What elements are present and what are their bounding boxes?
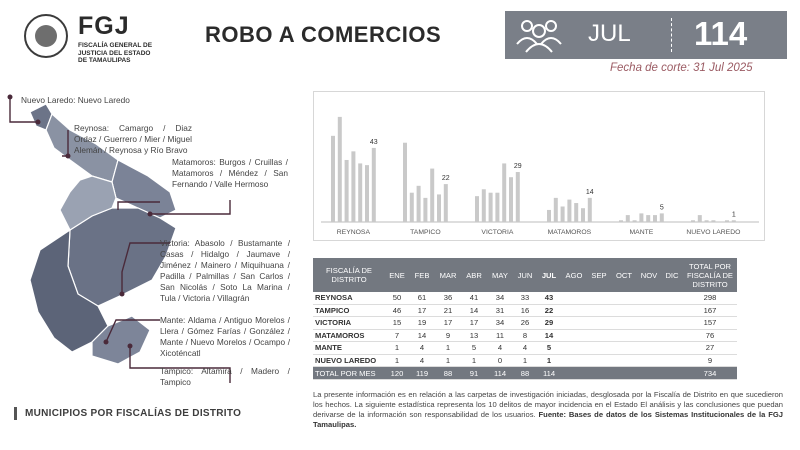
table-row xyxy=(313,354,737,367)
month-cell: 33 xyxy=(513,292,537,304)
month-cell: 1 xyxy=(435,342,461,355)
month-cell xyxy=(661,304,683,317)
month-cell: 4 xyxy=(409,342,435,355)
chart-bar xyxy=(547,210,551,222)
chart-bar xyxy=(516,172,520,222)
month-cell xyxy=(561,304,587,317)
month-cell: 50 xyxy=(385,292,409,304)
chart-bar xyxy=(653,215,657,222)
district-total: 298 xyxy=(683,292,737,304)
month-cell xyxy=(661,317,683,330)
month-cell: 16 xyxy=(513,304,537,317)
logo-subtitle-line: FISCALÍA GENERAL DE xyxy=(78,42,153,49)
district-name: VICTORIA xyxy=(313,317,385,330)
month-cell: 4 xyxy=(487,342,513,355)
month-cell: 26 xyxy=(513,317,537,330)
chart-bar xyxy=(417,186,421,222)
month-cell: 15 xyxy=(385,317,409,330)
month-cell xyxy=(587,354,611,367)
district-name: TOTAL POR MES xyxy=(313,367,385,380)
month-cell: 4 xyxy=(409,354,435,367)
incidence-table xyxy=(313,258,737,380)
month-cell xyxy=(611,304,637,317)
data-label: 5 xyxy=(659,204,664,212)
chart-bar xyxy=(588,198,592,222)
month-cell: 11 xyxy=(487,329,513,342)
month-cell xyxy=(637,317,661,330)
month-cell: 14 xyxy=(537,329,561,342)
monthly-bar-chart xyxy=(313,91,765,241)
chart-bar xyxy=(509,177,513,222)
chart-bar xyxy=(338,117,342,222)
chart-bar xyxy=(691,220,695,222)
region-label-nuevo-laredo: Nuevo Laredo: Nuevo Laredo xyxy=(21,95,130,105)
chart-bar xyxy=(718,222,722,223)
cutoff-date: Fecha de corte: 31 Jul 2025 xyxy=(610,62,753,74)
section-accent-bar xyxy=(14,407,17,420)
district-total: 734 xyxy=(683,367,737,380)
month-label: JUL xyxy=(588,20,631,47)
month-cell: 1 xyxy=(537,354,561,367)
month-cell: 88 xyxy=(513,367,537,380)
month-count: 114 xyxy=(694,15,748,52)
month-cell xyxy=(611,292,637,304)
month-cell: 46 xyxy=(385,304,409,317)
district-name: MATAMOROS xyxy=(313,329,385,342)
month-cell: 119 xyxy=(409,367,435,380)
month-cell: 17 xyxy=(461,317,487,330)
logo-subtitle-line: DE TAMAULIPAS xyxy=(78,57,131,64)
chart-bar xyxy=(554,198,558,222)
fgj-seal-logo xyxy=(24,14,68,58)
people-group-icon xyxy=(513,14,565,54)
month-cell xyxy=(587,367,611,380)
category-label: VICTORIA xyxy=(481,229,514,236)
chart-bar xyxy=(581,208,585,222)
month-cell: 14 xyxy=(461,304,487,317)
col-header-month: JUN xyxy=(513,258,537,292)
table-total-row xyxy=(313,367,737,380)
logo-subtitle-line: JUSTICIA DEL ESTADO xyxy=(78,49,151,57)
chart-bar xyxy=(639,213,643,222)
month-cell: 1 xyxy=(385,354,409,367)
chart-bar xyxy=(482,189,486,222)
month-cell: 120 xyxy=(385,367,409,380)
chart-bar xyxy=(660,213,664,222)
month-cell: 7 xyxy=(385,329,409,342)
category-label: REYNOSA xyxy=(336,229,371,236)
month-cell xyxy=(561,354,587,367)
district-name: NUEVO LAREDO xyxy=(313,354,385,367)
district-name: REYNOSA xyxy=(313,292,385,304)
month-cell xyxy=(561,317,587,330)
category-label: TAMPICO xyxy=(410,229,441,236)
footnote-source: Fuente: Bases de datos de los Sistemas Institucionales de la FGJ Tamaulipas. xyxy=(313,410,783,429)
district-total: 9 xyxy=(683,354,737,367)
month-cell: 1 xyxy=(461,354,487,367)
chart-bar xyxy=(705,220,709,222)
month-cell xyxy=(637,354,661,367)
chart-bar xyxy=(725,220,729,222)
col-header-month: JUL xyxy=(537,258,561,292)
month-cell xyxy=(587,329,611,342)
month-cell: 17 xyxy=(409,304,435,317)
table-row xyxy=(313,342,737,355)
chart-bar xyxy=(574,203,578,222)
data-label: 22 xyxy=(441,175,450,183)
table-row xyxy=(313,329,737,342)
month-cell: 4 xyxy=(513,342,537,355)
month-cell xyxy=(611,317,637,330)
data-label: 1 xyxy=(731,211,736,219)
month-cell xyxy=(661,354,683,367)
month-cell xyxy=(637,342,661,355)
month-cell: 34 xyxy=(487,317,513,330)
month-cell: 13 xyxy=(461,329,487,342)
month-cell: 21 xyxy=(435,304,461,317)
category-label: MATAMOROS xyxy=(547,229,592,236)
chart-bar xyxy=(365,165,369,222)
table-header-row xyxy=(313,258,737,292)
region-label-victoria: Victoria: Abasolo / Bustamante / Casas / Hidalgo / Jaumave / Jiménez / Mainero / Miquihuana / Padilla / Palmillas / San Carlos / San Nicolás / Soto La Marina / Tula / Victoria / Villagrán xyxy=(160,238,290,303)
page-title: ROBO A COMERCIOS xyxy=(205,22,442,47)
district-name: TAMPICO xyxy=(313,304,385,317)
month-cell xyxy=(611,354,637,367)
col-header-month: DIC xyxy=(661,258,683,292)
month-cell xyxy=(561,329,587,342)
month-cell: 17 xyxy=(435,317,461,330)
region-label-reynosa: Reynosa: Camargo / Diaz Ordaz / Guerrero / Mier / Miguel Alemán / Reynosa y Río Bravo xyxy=(74,123,192,155)
month-cell xyxy=(661,292,683,304)
month-cell xyxy=(611,367,637,380)
data-label: 14 xyxy=(585,188,594,196)
chart-bar xyxy=(475,196,479,222)
chart-bar xyxy=(331,136,335,222)
district-total: 157 xyxy=(683,317,737,330)
month-cell: 43 xyxy=(537,292,561,304)
col-header-month: ENE xyxy=(385,258,409,292)
table-row xyxy=(313,304,737,317)
month-cell: 114 xyxy=(487,367,513,380)
district-name: MANTE xyxy=(313,342,385,355)
chart-bar xyxy=(345,160,349,222)
month-cell xyxy=(561,367,587,380)
month-cell: 0 xyxy=(487,354,513,367)
col-header-month: OCT xyxy=(611,258,637,292)
month-cell: 19 xyxy=(409,317,435,330)
col-header-total: TOTAL POR FISCALÍA DE DISTRITO xyxy=(683,258,737,292)
month-cell xyxy=(587,342,611,355)
chart-bar xyxy=(646,215,650,222)
chart-bar xyxy=(423,198,427,222)
district-total: 76 xyxy=(683,329,737,342)
month-cell: 29 xyxy=(537,317,561,330)
month-cell xyxy=(661,367,683,380)
month-cell xyxy=(611,329,637,342)
month-cell: 8 xyxy=(513,329,537,342)
municipalities-heading: MUNICIPIOS POR FISCALÍAS DE DISTRITO xyxy=(25,408,242,419)
chart-bar xyxy=(698,215,702,222)
month-cell: 5 xyxy=(537,342,561,355)
chart-bar xyxy=(561,206,565,222)
chart-bar xyxy=(410,193,414,222)
region-label-matamoros: Matamoros: Burgos / Cruillas / Matamoros / Méndez / San Fernando / Valle Hermoso xyxy=(172,157,288,189)
col-header-month: FEB xyxy=(409,258,435,292)
chart-bar xyxy=(633,220,637,222)
chart-bar xyxy=(430,169,434,222)
month-cell xyxy=(587,317,611,330)
month-cell: 5 xyxy=(461,342,487,355)
month-cell xyxy=(561,342,587,355)
col-header-month: MAR xyxy=(435,258,461,292)
chart-bar xyxy=(437,194,441,222)
month-cell: 114 xyxy=(537,367,561,380)
month-cell: 1 xyxy=(435,354,461,367)
region-label-mante: Mante: Aldama / Antiguo Morelos / Llera / Gómez Farías / González / Mante / Nuevo Morelos / Ocampo / Xicoténcatl xyxy=(160,315,290,358)
month-cell: 34 xyxy=(487,292,513,304)
logo-subtitle xyxy=(78,42,164,65)
month-cell: 22 xyxy=(537,304,561,317)
chart-bar xyxy=(403,143,407,222)
chart-bar xyxy=(358,163,362,222)
month-cell xyxy=(637,292,661,304)
month-cell xyxy=(587,304,611,317)
month-cell xyxy=(637,329,661,342)
col-header-month: SEP xyxy=(587,258,611,292)
col-header-month: ABR xyxy=(461,258,487,292)
district-total: 27 xyxy=(683,342,737,355)
chart-bar xyxy=(489,193,493,222)
month-cell: 31 xyxy=(487,304,513,317)
footnote-text: La presente información es en relación a las carpetas de investigación iniciadas, desglosada por la Fiscalía de Distrito en que sucedieron los hechos. La siguiente estadística representa los 10 delitos de mayor incidencia en el Estado El análisis y las conclusiones que puedan derivarse de la información son responsabilidad de los usuarios. xyxy=(313,390,783,419)
month-cell xyxy=(587,292,611,304)
category-label: MANTE xyxy=(629,229,654,236)
month-cell xyxy=(661,342,683,355)
month-cell: 88 xyxy=(435,367,461,380)
col-header-month: NOV xyxy=(637,258,661,292)
chart-bar xyxy=(495,193,499,222)
month-cell: 41 xyxy=(461,292,487,304)
data-label: 29 xyxy=(513,163,522,171)
chart-bar xyxy=(502,163,506,222)
month-cell: 1 xyxy=(385,342,409,355)
chart-bar xyxy=(732,220,736,222)
chart-bar xyxy=(626,215,630,222)
month-cell xyxy=(561,292,587,304)
month-cell xyxy=(661,329,683,342)
footnote xyxy=(313,390,783,430)
chart-bar xyxy=(619,220,623,222)
month-cell: 14 xyxy=(409,329,435,342)
chart-bar xyxy=(444,184,448,222)
data-label: 43 xyxy=(369,138,378,146)
district-total: 167 xyxy=(683,304,737,317)
region-label-tampico: Tampico: Altamira / Madero / Tampico xyxy=(160,366,290,387)
category-label: NUEVO LAREDO xyxy=(686,229,741,236)
month-cell: 61 xyxy=(409,292,435,304)
month-cell xyxy=(637,367,661,380)
table-row xyxy=(313,317,737,330)
month-cell: 91 xyxy=(461,367,487,380)
chart-bar xyxy=(351,151,355,222)
col-header-district: FISCALÍA DE DISTRITO xyxy=(313,258,385,292)
month-cell: 36 xyxy=(435,292,461,304)
banner-divider xyxy=(671,18,672,52)
month-cell xyxy=(637,304,661,317)
chart-bar xyxy=(567,200,571,222)
chart-bar xyxy=(711,220,715,222)
col-header-month: MAY xyxy=(487,258,513,292)
chart-bar xyxy=(372,148,376,222)
month-cell: 1 xyxy=(513,354,537,367)
logo-text: FGJ xyxy=(78,12,130,40)
table-row xyxy=(313,292,737,304)
month-cell: 9 xyxy=(435,329,461,342)
month-cell xyxy=(611,342,637,355)
col-header-month: AGO xyxy=(561,258,587,292)
